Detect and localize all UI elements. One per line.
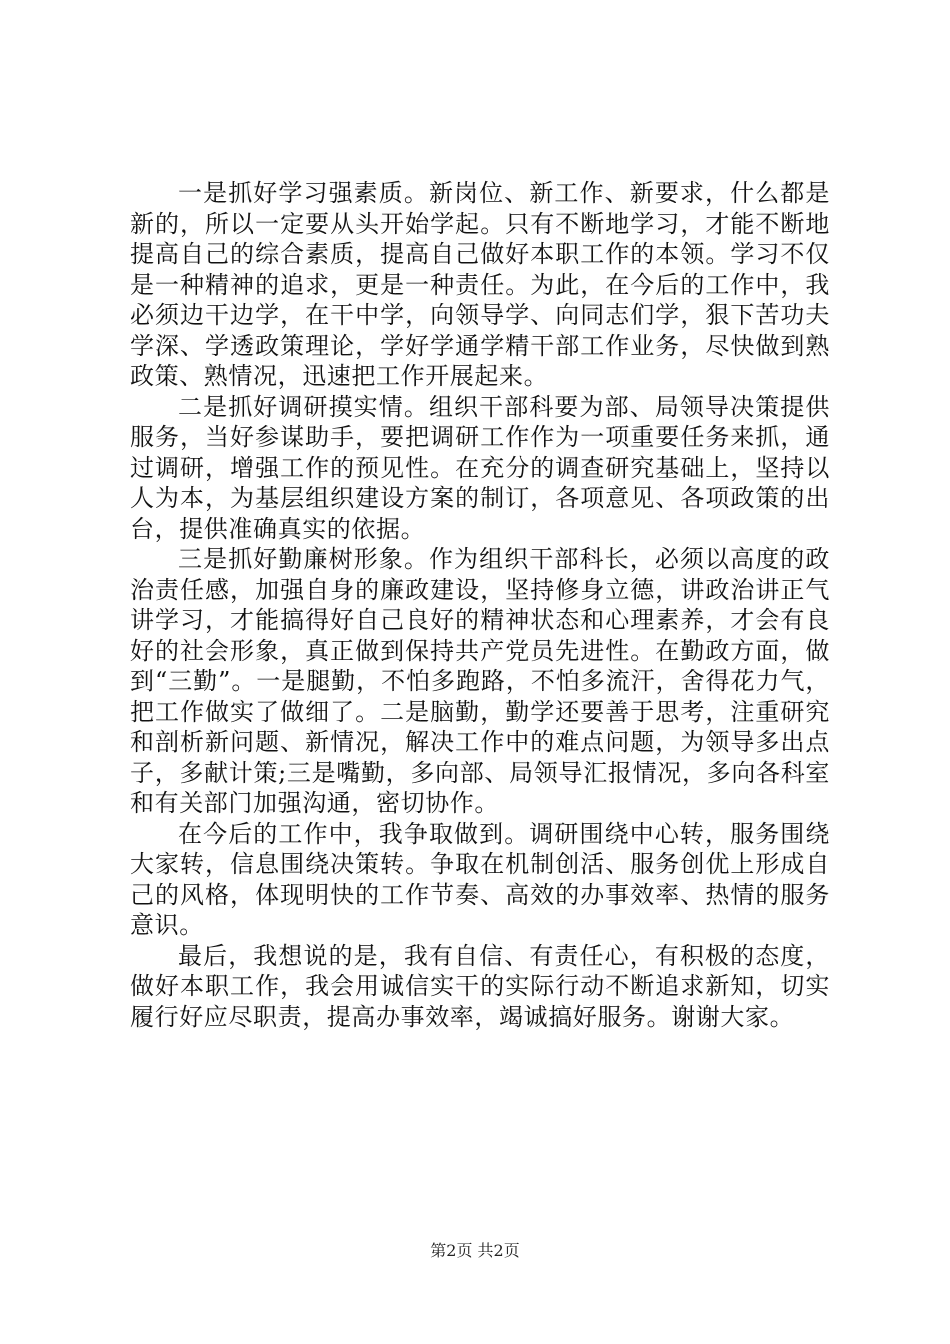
paragraph-study: 一是抓好学习强素质。新岗位、新工作、新要求，什么都是新的，所以一定要从头开始学起。只有不断地学习，才能不断地提高自己的综合素质，提高自己做好本职工作的本领。学习不仅是一种精神的追求，更是一种责任。为此，在今后的工作中，我必须边干边学，在干中学，向领导学、向同志们学，狠下苦功夫学深、学透政策理论，学好学通学精干部工作业务，尽快做到熟政策、熟情况，迅速把工作开展起来。 <box>130 179 830 390</box>
paragraph-integrity: 三是抓好勤廉树形象。作为组织干部科长，必须以高度的政治责任感，加强自身的廉政建设，坚持修身立德，讲政治讲正气讲学习，才能搞得好自己良好的精神状态和心理素养，才会有良好的社会形象，真正做到保持共产党员先进性。在勤政方面，做到“三勤”。一是腿勤，不怕多跑路，不怕多流汗，舍得花力气，把工作做实了做细了。二是脑勤，勤学还要善于思考，注重研究和剖析新问题、新情况，解决工作中的难点问题，为领导多出点子，多献计策;三是嘴勤，多向部、局领导汇报情况，多向各科室和有关部门加强沟通，密切协作。 <box>130 545 830 817</box>
page-number-footer: 第2页 共2页 <box>430 1241 520 1260</box>
paragraph-closing: 最后，我想说的是，我有自信、有责任心，有积极的态度，做好本职工作，我会用诚信实干的实际行动不断追求新知，切实履行好应尽职责，提高办事效率，竭诚搞好服务。谢谢大家。 <box>130 941 830 1031</box>
paragraph-future-work: 在今后的工作中，我争取做到。调研围绕中心转，服务围绕大家转，信息围绕决策转。争取在机制创活、服务创优上形成自己的风格，体现明快的工作节奏、高效的办事效率、热情的服务意识。 <box>130 819 830 939</box>
document-body <box>130 178 830 1032</box>
paragraph-research: 二是抓好调研摸实情。组织干部科要为部、局领导决策提供服务，当好参谋助手，要把调研工作作为一项重要任务来抓，通过调研，增强工作的预见性。在充分的调查研究基础上，坚持以人为本，为基层组织建设方案的制订，各项意见、各项政策的出台，提供准确真实的依据。 <box>130 392 830 543</box>
